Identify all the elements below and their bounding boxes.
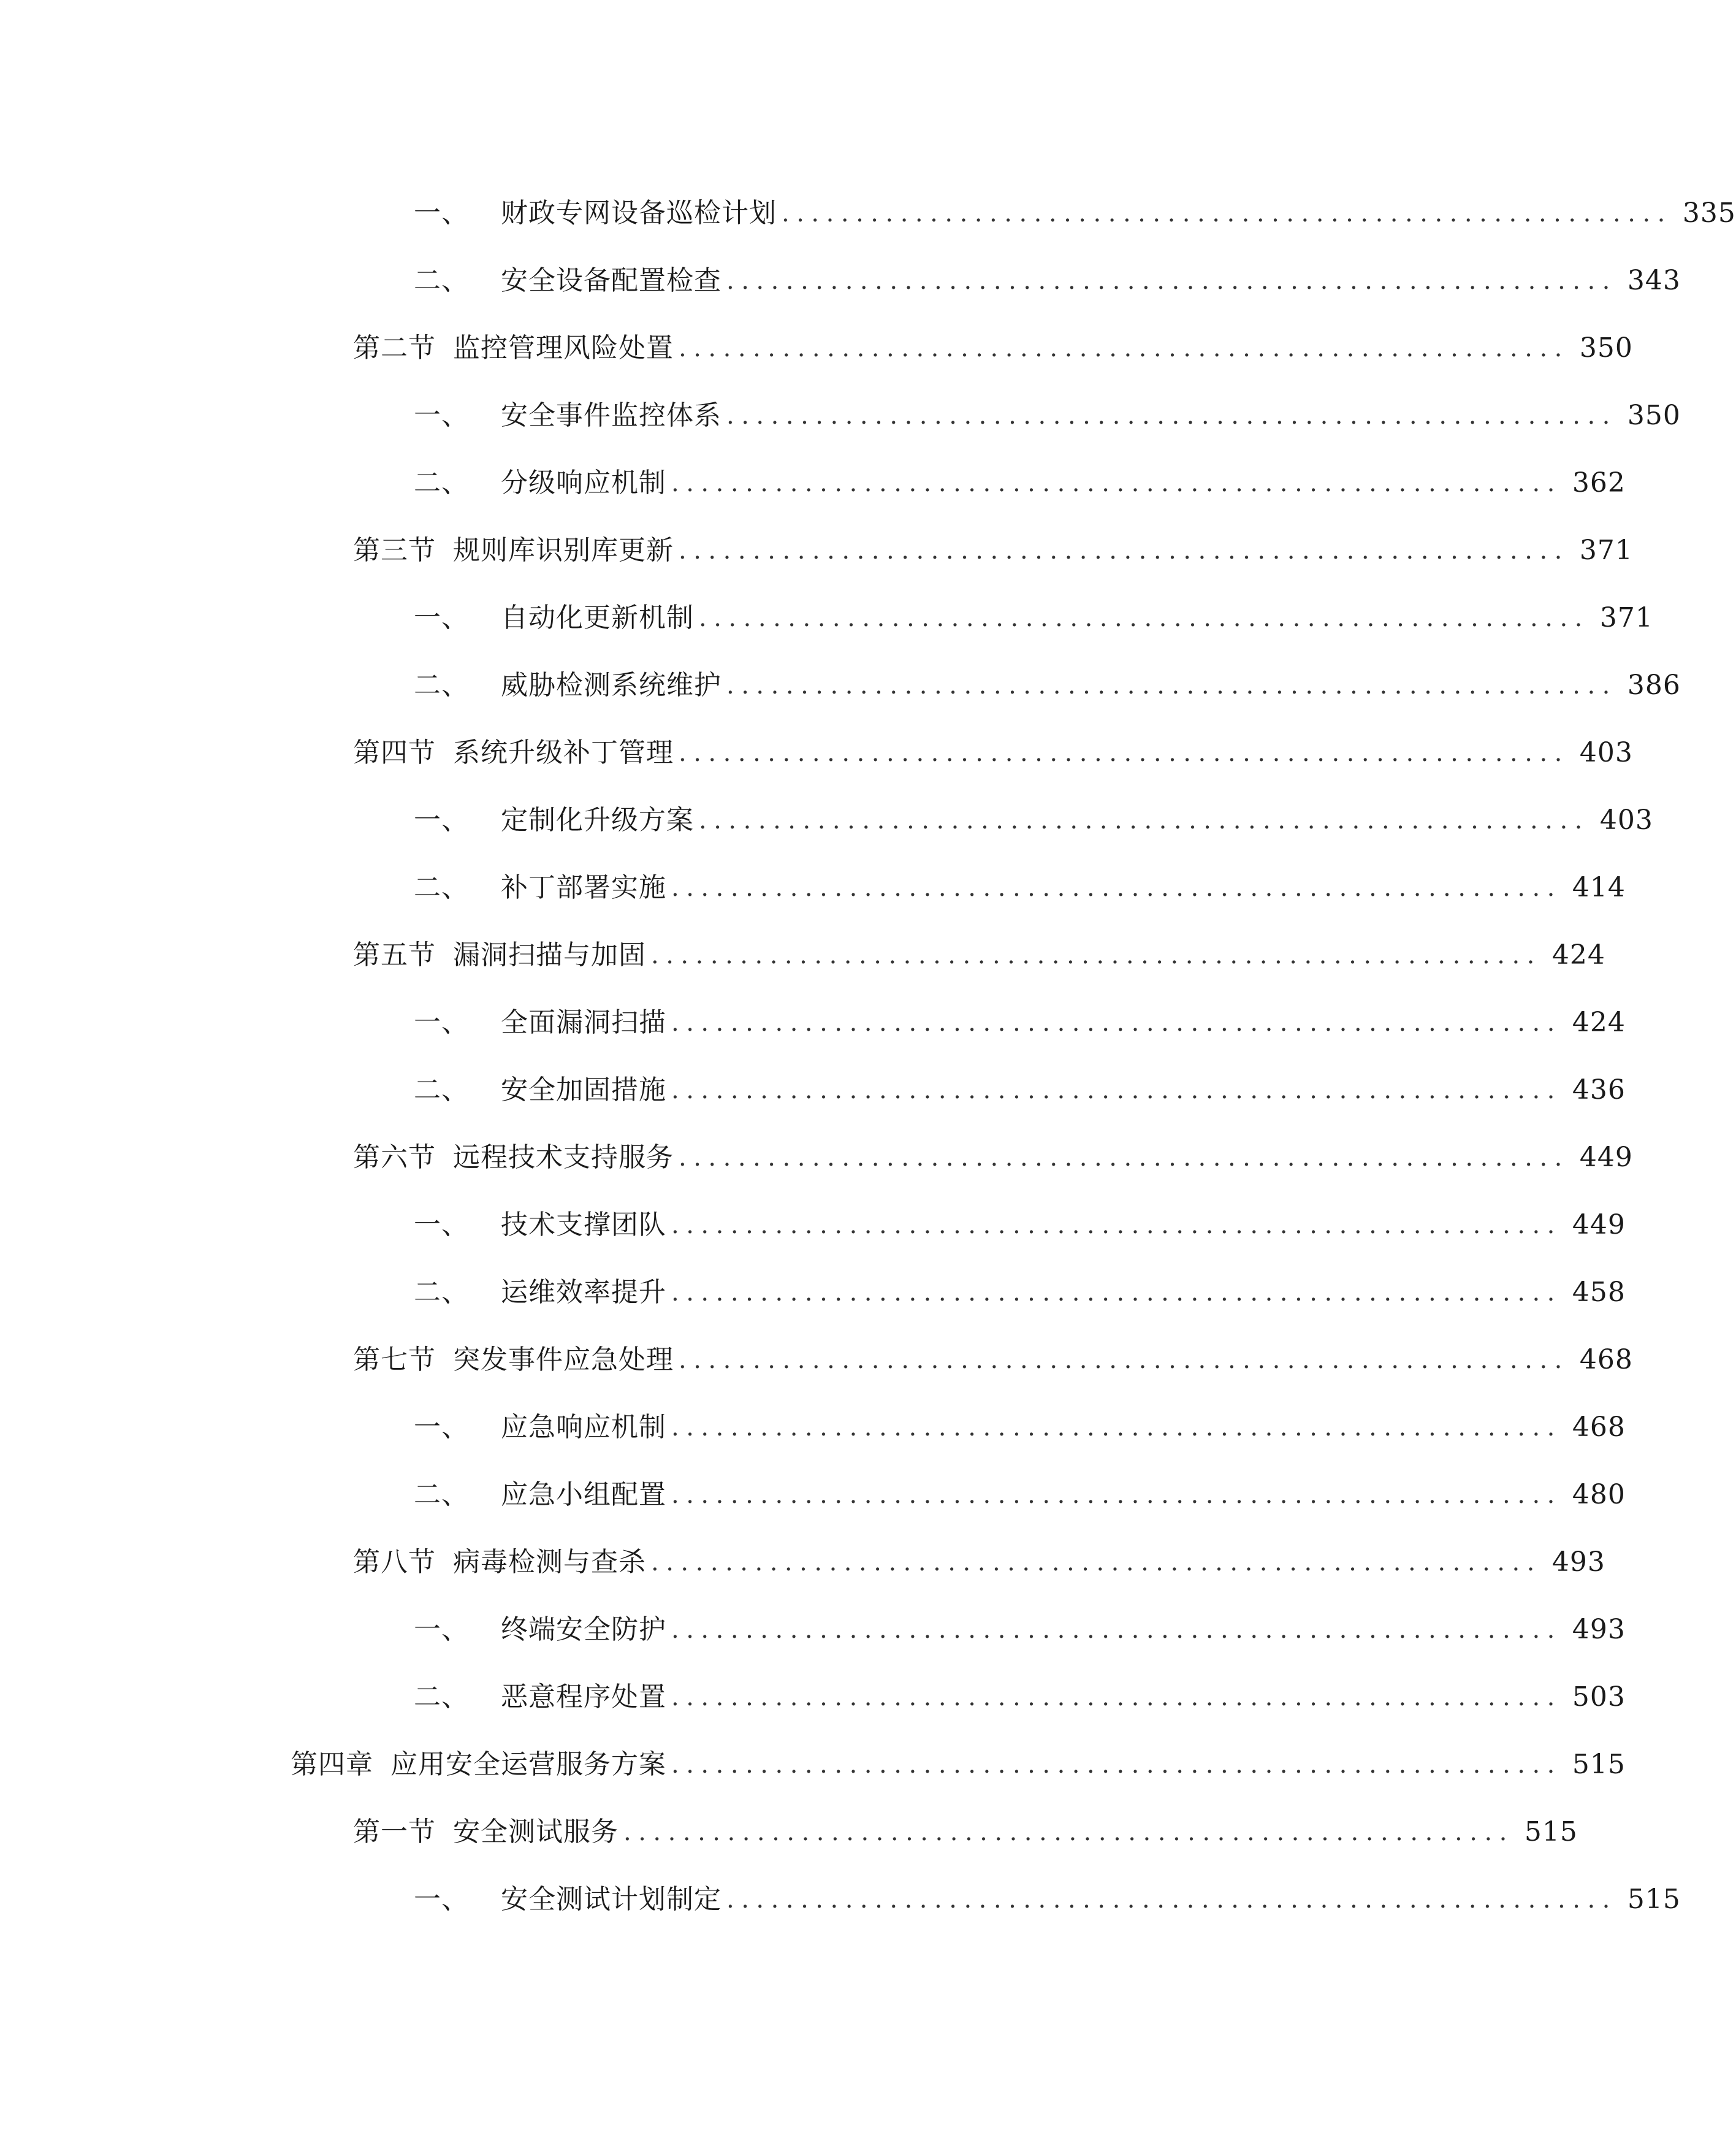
toc-page-number: 515 <box>1524 1816 1578 1847</box>
toc-page-number: 414 <box>1572 872 1626 903</box>
toc-dot-leader: ............................................................ <box>651 941 1542 969</box>
toc-entry-label: 一、 <box>414 1007 469 1038</box>
toc-dot-leader: ............................................................ <box>726 671 1617 700</box>
toc-entry[interactable] <box>414 189 1736 238</box>
toc-entry-title: 突发事件应急处理 <box>453 1344 674 1375</box>
toc-dot-leader: ............................................................ <box>679 739 1569 767</box>
toc-dot-leader: ............................................................ <box>679 1144 1569 1172</box>
toc-entry-title: 安全测试服务 <box>453 1816 619 1847</box>
toc-entry[interactable] <box>414 459 1626 508</box>
toc-page-number: 436 <box>1572 1074 1626 1106</box>
toc-dot-leader: ............................................................ <box>671 1009 1562 1037</box>
toc-entry-title: 财政专网设备巡检计划 <box>501 197 777 229</box>
toc-page-number: 515 <box>1572 1749 1626 1780</box>
toc-entry[interactable] <box>291 1740 1626 1789</box>
toc-entry-title: 应急小组配置 <box>501 1479 666 1510</box>
toc-dot-leader: ............................................................ <box>671 1211 1562 1239</box>
toc-entry-label: 第三节 <box>353 535 436 566</box>
toc-entry-label: 第一节 <box>353 1816 436 1847</box>
toc-entry[interactable] <box>414 661 1681 710</box>
toc-entry-label: 二、 <box>414 1681 469 1713</box>
toc-dot-leader: ............................................................ <box>726 402 1617 430</box>
toc-page-number: 424 <box>1572 1007 1626 1038</box>
toc-page-number: 371 <box>1579 535 1633 566</box>
toc-dot-leader: ............................................................ <box>671 1278 1562 1307</box>
toc-page-number: 362 <box>1572 467 1626 499</box>
toc-entry[interactable] <box>414 1875 1681 1924</box>
toc-entry-title: 病毒检测与查杀 <box>453 1546 646 1578</box>
toc-entry[interactable] <box>414 1470 1626 1519</box>
toc-page-number: 350 <box>1627 400 1681 431</box>
toc-entry[interactable] <box>414 998 1626 1047</box>
toc-dot-leader: ............................................................ <box>679 1346 1569 1374</box>
toc-entry-title: 安全设备配置检查 <box>501 265 721 296</box>
toc-entry-title: 全面漏洞扫描 <box>501 1007 666 1038</box>
toc-entry-label: 第五节 <box>353 939 436 971</box>
toc-entry[interactable] <box>414 796 1653 845</box>
toc-entry-title: 应用安全运营服务方案 <box>390 1749 666 1780</box>
toc-dot-leader: ............................................................ <box>671 874 1562 902</box>
toc-entry[interactable] <box>353 1538 1605 1587</box>
toc-entry[interactable] <box>353 324 1633 373</box>
toc-entry-label: 二、 <box>414 872 469 903</box>
toc-entry-label: 二、 <box>414 1479 469 1510</box>
toc-entry[interactable] <box>353 728 1633 777</box>
toc-page-number: 468 <box>1579 1344 1633 1375</box>
toc-page-number: 386 <box>1627 670 1681 701</box>
toc-entry[interactable] <box>414 1268 1626 1317</box>
toc-entry[interactable] <box>414 863 1626 912</box>
toc-dot-leader: ............................................................ <box>782 199 1672 227</box>
toc-entry-title: 监控管理风险处置 <box>453 332 674 364</box>
toc-entry[interactable] <box>353 1808 1578 1857</box>
toc-page-number: 424 <box>1551 939 1605 971</box>
toc-dot-leader: ............................................................ <box>671 1616 1562 1644</box>
toc-entry[interactable] <box>353 1133 1633 1182</box>
toc-entry-title: 威胁检测系统维护 <box>501 670 721 701</box>
toc-entry-label: 第四节 <box>353 737 436 768</box>
toc-entry[interactable] <box>353 526 1633 575</box>
toc-page-number: 371 <box>1599 602 1653 633</box>
toc-entry-label: 二、 <box>414 467 469 499</box>
toc-entry-label: 第四章 <box>291 1749 373 1780</box>
toc-entry-title: 定制化升级方案 <box>501 804 694 836</box>
toc-entry-label: 一、 <box>414 602 469 633</box>
toc-page-number: 335 <box>1682 197 1736 229</box>
toc-entry-title: 安全事件监控体系 <box>501 400 721 431</box>
toc-entry-title: 自动化更新机制 <box>501 602 694 633</box>
toc-dot-leader: ............................................................ <box>726 267 1617 295</box>
toc-entry-title: 技术支撑团队 <box>501 1209 666 1240</box>
toc-entry-label: 第六节 <box>353 1142 436 1173</box>
toc-entry-title: 补丁部署实施 <box>501 872 666 903</box>
toc-entry-label: 第二节 <box>353 332 436 364</box>
toc-entry-title: 远程技术支持服务 <box>453 1142 674 1173</box>
toc-entry[interactable] <box>414 1403 1626 1452</box>
toc-entry-label: 一、 <box>414 1209 469 1240</box>
toc-dot-leader: ............................................................ <box>726 1885 1617 1914</box>
toc-entry[interactable] <box>414 1201 1626 1250</box>
toc-entry-title: 漏洞扫描与加固 <box>453 939 646 971</box>
toc-dot-leader: ............................................................ <box>671 1481 1562 1509</box>
toc-entry[interactable] <box>414 1066 1626 1115</box>
toc-dot-leader: ............................................................ <box>671 1683 1562 1711</box>
toc-entry-title: 安全加固措施 <box>501 1074 666 1106</box>
toc-entry-title: 运维效率提升 <box>501 1277 666 1308</box>
toc-entry[interactable] <box>414 1673 1626 1722</box>
toc-entry[interactable] <box>414 594 1653 643</box>
toc-entry-label: 一、 <box>414 400 469 431</box>
toc-dot-leader: ............................................................ <box>671 1751 1562 1779</box>
toc-entry-label: 一、 <box>414 1614 469 1645</box>
toc-entry-title: 安全测试计划制定 <box>501 1884 721 1915</box>
toc-entry-label: 二、 <box>414 265 469 296</box>
toc-dot-leader: ............................................................ <box>671 1413 1562 1442</box>
toc-dot-leader: ............................................................ <box>679 334 1569 362</box>
toc-entry-label: 二、 <box>414 1277 469 1308</box>
toc-entry-title: 恶意程序处置 <box>501 1681 666 1713</box>
toc-dot-leader: ............................................................ <box>671 469 1562 497</box>
toc-page-number: 343 <box>1627 265 1681 296</box>
toc-entry-label: 一、 <box>414 197 469 229</box>
toc-page-number: 493 <box>1551 1546 1605 1578</box>
toc-page-number: 449 <box>1572 1209 1626 1240</box>
toc-entry-title: 应急响应机制 <box>501 1412 666 1443</box>
toc-dot-leader: ............................................................ <box>699 604 1589 632</box>
toc-page-number: 515 <box>1627 1884 1681 1915</box>
toc-page-number: 350 <box>1579 332 1633 364</box>
toc-page-number: 403 <box>1579 737 1633 768</box>
toc-entry-title: 系统升级补丁管理 <box>453 737 674 768</box>
toc-entry-label: 一、 <box>414 1412 469 1443</box>
toc-dot-leader: ............................................................ <box>679 537 1569 565</box>
toc-entry-title: 分级响应机制 <box>501 467 666 499</box>
toc-page-number: 480 <box>1572 1479 1626 1510</box>
toc-entry-label: 二、 <box>414 1074 469 1106</box>
toc-entry-label: 第七节 <box>353 1344 436 1375</box>
toc-entry[interactable] <box>414 391 1681 440</box>
toc-entry-label: 二、 <box>414 670 469 701</box>
toc-entry[interactable] <box>414 1605 1626 1654</box>
toc-entry[interactable] <box>353 1335 1633 1385</box>
toc-page-number: 503 <box>1572 1681 1626 1713</box>
toc-dot-leader: ............................................................ <box>623 1818 1514 1846</box>
toc-entry-label: 一、 <box>414 1884 469 1915</box>
toc-entry-label: 一、 <box>414 804 469 836</box>
toc-page-number: 403 <box>1599 804 1653 836</box>
toc-entry[interactable] <box>414 256 1681 305</box>
toc-dot-leader: ............................................................ <box>651 1548 1542 1576</box>
toc-entry-label: 第八节 <box>353 1546 436 1578</box>
toc-page-number: 449 <box>1579 1142 1633 1173</box>
toc-entry-title: 规则库识别库更新 <box>453 535 674 566</box>
toc-entry[interactable] <box>353 931 1605 980</box>
toc-page-number: 493 <box>1572 1614 1626 1645</box>
toc-dot-leader: ............................................................ <box>671 1076 1562 1104</box>
toc-dot-leader: ............................................................ <box>699 806 1589 835</box>
toc-entry-title: 终端安全防护 <box>501 1614 666 1645</box>
toc-page-number: 468 <box>1572 1412 1626 1443</box>
toc-page-number: 458 <box>1572 1277 1626 1308</box>
